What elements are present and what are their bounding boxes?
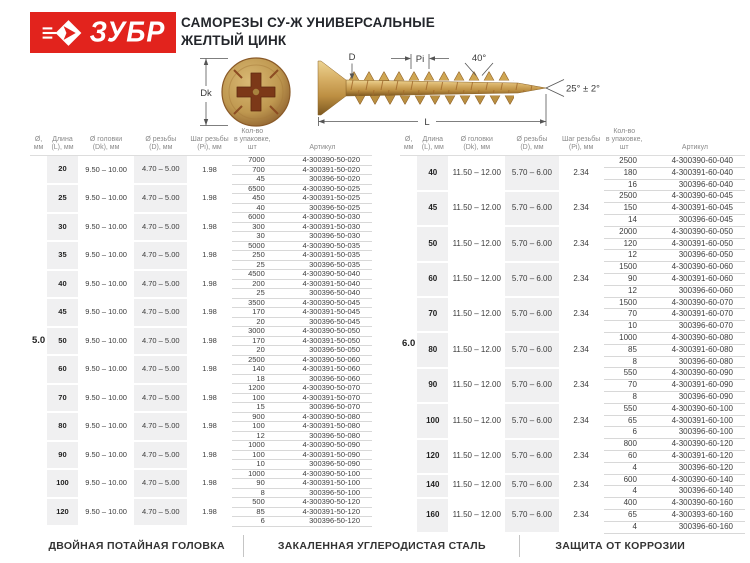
pack-quantity-cell: 6000	[232, 213, 273, 223]
head-diameter-cell: 9.50 – 10.00	[85, 421, 127, 430]
thread-pitch-cell: 1.98	[202, 392, 217, 402]
pack-quantity-cell: 2500	[604, 191, 645, 203]
head-diameter-cell: 9.50 – 10.00	[85, 335, 127, 345]
article-number-cell: 300396-50-120	[273, 517, 372, 527]
pack-quantity-cell: 800	[604, 439, 645, 451]
pack-quantity-cell: 100	[232, 393, 273, 403]
thread-diameter-cell: 5.70 – 6.00	[505, 226, 558, 261]
head-diameter-cell: 9.50 – 10.00	[85, 278, 127, 288]
head-diameter-cell: 9.50 – 10.00	[85, 364, 127, 373]
column-header: Шаг резьбы (Pi), мм	[559, 128, 604, 156]
length-cell: 120	[47, 498, 78, 527]
column-header: Длина (L), мм	[417, 128, 448, 156]
thread-diameter-cell: 4.70 – 5.00	[134, 384, 187, 413]
column-header: Шаг резьбы (Pi), мм	[187, 128, 231, 156]
pack-quantity-cell: 40	[232, 203, 273, 213]
brand-name: ЗУБР	[89, 16, 166, 48]
spec-row	[400, 439, 745, 451]
thread-diameter-cell: 5.70 – 6.00	[505, 191, 558, 226]
length-cell: 80	[417, 332, 448, 367]
length-cell: 90	[47, 441, 78, 470]
article-number-cell: 4-300391-60-060	[645, 273, 745, 285]
dk-label: Dk	[200, 88, 212, 99]
article-number-cell: 4-300390-60-120	[645, 439, 745, 451]
spec-row	[30, 384, 372, 394]
pack-quantity-cell: 65	[604, 509, 645, 521]
thread-pitch-cell: 1.98	[202, 193, 217, 202]
thread-pitch-cell: 2.34	[573, 238, 589, 248]
article-number-cell: 4-300390-50-070	[273, 384, 372, 394]
pack-quantity-cell: 500	[232, 498, 273, 508]
pack-quantity-cell: 85	[232, 507, 273, 517]
thread-diameter-cell: 4.70 – 5.00	[134, 327, 187, 356]
feature-double-countersunk-head	[30, 535, 243, 557]
pack-quantity-cell: 25	[232, 260, 273, 270]
length-cell: 20	[47, 156, 78, 185]
article-number-cell: 4-300390-60-040	[645, 156, 745, 168]
pack-quantity-cell: 1000	[604, 332, 645, 344]
article-number-cell: 300396-50-040	[273, 289, 372, 299]
column-header: Длина (L), мм	[47, 128, 78, 156]
article-number-cell: 4-300390-50-060	[273, 355, 372, 365]
article-number-cell: 300396-60-040	[645, 179, 745, 191]
pack-quantity-cell: 150	[604, 203, 645, 215]
length-cell: 50	[47, 327, 78, 356]
article-number-cell: 4-300391-50-040	[273, 279, 372, 289]
pack-quantity-cell: 1500	[604, 262, 645, 274]
article-number-cell: 300396-50-080	[273, 431, 372, 441]
pack-quantity-cell: 70	[604, 309, 645, 321]
pack-quantity-cell: 200	[232, 279, 273, 289]
article-number-cell: 4-300390-50-080	[273, 412, 372, 422]
thread-pitch-cell: 1.98	[202, 307, 217, 316]
feature-hardened-carbon-steel	[243, 535, 519, 557]
pack-quantity-cell: 8	[604, 391, 645, 403]
pack-quantity-cell: 180	[604, 167, 645, 179]
thread-diameter-cell: 4.70 – 5.00	[134, 213, 187, 242]
article-number-cell: 300396-50-090	[273, 460, 372, 470]
brand-logo	[30, 12, 176, 53]
head-diameter-cell: 9.50 – 10.00	[85, 506, 127, 516]
article-number-cell: 300396-60-100	[645, 427, 745, 439]
article-number-cell: 4-300390-60-160	[645, 498, 745, 510]
spec-row	[30, 270, 372, 280]
length-cell: 40	[417, 156, 448, 191]
thread-diameter-cell: 5.70 – 6.00	[505, 498, 558, 533]
length-cell: 30	[47, 213, 78, 242]
thread-pitch-cell: 1.98	[202, 478, 217, 487]
head-diameter-cell: 11.50 – 12.00	[452, 344, 501, 354]
length-cell: 60	[417, 262, 448, 297]
article-number-cell: 4-300390-60-045	[645, 191, 745, 203]
pack-quantity-cell: 12	[604, 285, 645, 297]
pack-quantity-cell: 7000	[232, 156, 273, 166]
length-cell: 25	[47, 184, 78, 213]
pack-quantity-cell: 20	[232, 346, 273, 356]
article-number-cell: 4-300391-50-035	[273, 251, 372, 261]
thread-diameter-cell: 5.70 – 6.00	[505, 403, 558, 438]
article-number-cell: 300396-60-045	[645, 214, 745, 226]
title-line-1: САМОРЕЗЫ СУ-Ж УНИВЕРСАЛЬНЫЕ	[181, 15, 435, 30]
spec-table-diameter-6	[400, 128, 745, 534]
article-number-cell: 4-300390-50-090	[273, 441, 372, 451]
angle-top-label: 40°	[471, 53, 487, 64]
head-diameter-cell: 9.50 – 10.00	[85, 250, 127, 259]
article-number-cell: 4-300390-50-035	[273, 241, 372, 251]
thread-diameter-cell: 5.70 – 6.00	[505, 439, 558, 474]
article-number-cell: 4-300391-50-045	[273, 308, 372, 318]
length-cell: 80	[47, 412, 78, 441]
article-number-cell: 4-300390-60-060	[645, 262, 745, 274]
spec-row	[30, 213, 372, 223]
thread-diameter-cell: 4.70 – 5.00	[134, 469, 187, 498]
pack-quantity-cell: 65	[604, 415, 645, 427]
article-number-cell: 4-300391-60-080	[645, 344, 745, 356]
spec-row	[30, 441, 372, 451]
thread-pitch-cell: 2.34	[573, 380, 589, 390]
article-number-cell: 300396-60-070	[645, 321, 745, 333]
article-number-cell: 300396-50-045	[273, 317, 372, 327]
head-diameter-cell: 11.50 – 12.00	[452, 415, 501, 425]
table-header-row	[400, 128, 745, 156]
article-number-cell: 4-300391-60-090	[645, 380, 745, 392]
screw-diagram	[178, 50, 608, 130]
article-number-cell: 4-300391-50-090	[273, 450, 372, 460]
article-number-cell: 300396-60-140	[645, 486, 745, 498]
features-bar	[30, 533, 720, 559]
spec-row	[400, 226, 745, 238]
pack-quantity-cell: 900	[232, 412, 273, 422]
pack-quantity-cell: 90	[232, 479, 273, 489]
article-number-cell: 300396-60-090	[645, 391, 745, 403]
article-number-cell: 4-300391-50-030	[273, 222, 372, 232]
article-number-cell: 4-300390-60-070	[645, 297, 745, 309]
article-number-cell: 4-300390-50-120	[273, 498, 372, 508]
pack-quantity-cell: 1000	[232, 441, 273, 451]
thread-pitch-cell: 2.34	[573, 509, 589, 519]
thread-pitch-cell: 1.98	[202, 164, 217, 174]
pack-quantity-cell: 90	[604, 273, 645, 285]
pi-label: Pi	[415, 54, 425, 65]
thread-diameter-cell: 4.70 – 5.00	[134, 498, 187, 527]
head-diameter-cell: 11.50 – 12.00	[452, 480, 501, 490]
thread-diameter-cell: 5.70 – 6.00	[505, 262, 558, 297]
length-cell: 120	[417, 439, 448, 474]
pack-quantity-cell: 20	[232, 317, 273, 327]
head-diameter-cell: 9.50 – 10.00	[85, 164, 127, 174]
pack-quantity-cell: 45	[232, 175, 273, 185]
column-header: Ø, мм	[30, 128, 47, 156]
pack-quantity-cell: 140	[232, 365, 273, 375]
length-cell: 70	[47, 384, 78, 413]
spec-row	[400, 332, 745, 344]
thread-pitch-cell: 2.34	[573, 203, 589, 213]
article-number-cell: 4-300391-50-100	[273, 479, 372, 489]
pack-quantity-cell: 6	[232, 517, 273, 527]
article-number-cell: 4-300390-60-080	[645, 332, 745, 344]
article-number-cell: 4-300390-50-045	[273, 298, 372, 308]
feature-label: ЗАЩИТА ОТ КОРРОЗИИ	[555, 540, 686, 552]
article-number-cell: 300396-50-020	[273, 175, 372, 185]
pack-quantity-cell: 10	[232, 460, 273, 470]
article-number-cell: 4-300390-60-050	[645, 226, 745, 238]
spec-row	[400, 474, 745, 486]
pack-quantity-cell: 2000	[604, 226, 645, 238]
pack-quantity-cell: 4	[604, 486, 645, 498]
pack-quantity-cell: 8	[232, 488, 273, 498]
article-number-cell: 300396-60-080	[645, 356, 745, 368]
column-header: Артикул	[645, 128, 745, 156]
head-diameter-cell: 11.50 – 12.00	[452, 168, 501, 178]
pack-quantity-cell: 1500	[604, 297, 645, 309]
head-diameter-cell: 11.50 – 12.00	[452, 203, 501, 213]
pack-quantity-cell: 15	[232, 403, 273, 413]
thread-pitch-cell: 2.34	[573, 450, 589, 460]
thread-pitch-cell: 2.34	[573, 415, 589, 425]
length-cell: 45	[417, 191, 448, 226]
pack-quantity-cell: 5000	[232, 241, 273, 251]
pack-quantity-cell: 170	[232, 308, 273, 318]
article-number-cell: 300396-50-035	[273, 260, 372, 270]
head-diameter-cell: 9.50 – 10.00	[85, 307, 127, 316]
spec-row	[30, 327, 372, 337]
article-number-cell: 4-300391-60-120	[645, 450, 745, 462]
article-number-cell: 4-300391-60-040	[645, 167, 745, 179]
pack-quantity-cell: 250	[232, 251, 273, 261]
thread-pitch-cell: 2.34	[573, 344, 589, 354]
brand-arrow-icon	[41, 18, 83, 48]
pack-quantity-cell: 18	[232, 374, 273, 384]
pack-quantity-cell: 1200	[232, 384, 273, 394]
page-title	[181, 14, 435, 49]
article-number-cell: 300396-60-120	[645, 462, 745, 474]
thread-pitch-cell: 2.34	[573, 273, 589, 283]
length-cell: 90	[417, 368, 448, 403]
head-diameter-cell: 11.50 – 12.00	[452, 238, 501, 248]
spec-row	[30, 156, 372, 166]
article-number-cell: 4-300390-60-090	[645, 368, 745, 380]
column-header: Ø, мм	[400, 128, 417, 156]
article-number-cell: 4-300391-50-120	[273, 507, 372, 517]
pack-quantity-cell: 30	[232, 232, 273, 242]
article-number-cell: 4-300390-60-140	[645, 474, 745, 486]
length-cell: 50	[417, 226, 448, 261]
diameter-cell: 5.0	[31, 334, 46, 346]
article-number-cell: 300396-60-060	[645, 285, 745, 297]
thread-pitch-cell: 1.98	[202, 364, 217, 373]
thread-pitch-cell: 1.98	[202, 250, 217, 259]
l-label: L	[424, 117, 430, 128]
thread-diameter-cell: 4.70 – 5.00	[134, 241, 187, 270]
head-diameter-cell: 11.50 – 12.00	[452, 273, 501, 283]
pack-quantity-cell: 8	[604, 356, 645, 368]
article-number-cell: 4-300391-50-060	[273, 365, 372, 375]
pack-quantity-cell: 1000	[232, 469, 273, 479]
article-number-cell: 4-300390-50-100	[273, 469, 372, 479]
spec-row	[400, 156, 745, 168]
article-number-cell: 4-300390-50-025	[273, 184, 372, 194]
thread-pitch-cell: 1.98	[202, 335, 217, 345]
pack-quantity-cell: 85	[604, 344, 645, 356]
spec-row	[400, 403, 745, 415]
pack-quantity-cell: 550	[604, 368, 645, 380]
pack-quantity-cell: 4500	[232, 270, 273, 280]
thread-diameter-cell: 4.70 – 5.00	[134, 156, 187, 185]
dimension-pi	[391, 54, 449, 69]
head-diameter-cell: 9.50 – 10.00	[85, 221, 127, 231]
article-number-cell: 300396-50-025	[273, 203, 372, 213]
thread-pitch-cell: 1.98	[202, 421, 217, 430]
pack-quantity-cell: 100	[232, 422, 273, 432]
thread-pitch-cell: 2.34	[573, 309, 589, 319]
pack-quantity-cell: 4	[604, 462, 645, 474]
thread-diameter-cell: 5.70 – 6.00	[505, 368, 558, 403]
head-diameter-cell: 9.50 – 10.00	[85, 193, 127, 202]
article-number-cell: 4-300391-60-045	[645, 203, 745, 215]
pack-quantity-cell: 3500	[232, 298, 273, 308]
article-number-cell: 4-300391-50-020	[273, 165, 372, 175]
article-number-cell: 4-300390-50-040	[273, 270, 372, 280]
head-diameter-cell: 11.50 – 12.00	[452, 380, 501, 390]
length-cell: 140	[417, 474, 448, 498]
thread-pitch-cell: 1.98	[202, 221, 217, 231]
thread-pitch-cell: 1.98	[202, 449, 217, 459]
length-cell: 160	[417, 498, 448, 533]
pack-quantity-cell: 25	[232, 289, 273, 299]
thread-pitch-cell: 1.98	[202, 506, 217, 516]
column-header: Ø головки (Dk), мм	[448, 128, 505, 156]
thread-diameter-cell: 5.70 – 6.00	[505, 297, 558, 332]
thread-diameter-cell: 4.70 – 5.00	[134, 270, 187, 299]
thread-diameter-cell: 4.70 – 5.00	[134, 355, 187, 384]
pack-quantity-cell: 3000	[232, 327, 273, 337]
spec-row	[30, 498, 372, 508]
pack-quantity-cell: 4	[604, 521, 645, 533]
spec-row	[400, 368, 745, 380]
pack-quantity-cell: 70	[604, 380, 645, 392]
length-cell: 45	[47, 298, 78, 327]
pack-quantity-cell: 12	[604, 250, 645, 262]
table-header-row	[30, 128, 372, 156]
spec-row	[400, 297, 745, 309]
article-number-cell: 300396-60-050	[645, 250, 745, 262]
pack-quantity-cell: 400	[604, 498, 645, 510]
pack-quantity-cell: 16	[604, 179, 645, 191]
pack-quantity-cell: 100	[232, 450, 273, 460]
thread-diameter-cell: 4.70 – 5.00	[134, 441, 187, 470]
article-number-cell: 4-300390-60-100	[645, 403, 745, 415]
spec-row	[400, 191, 745, 203]
thread-pitch-cell: 1.98	[202, 278, 217, 288]
feature-label: ЗАКАЛЕННАЯ УГЛЕРОДИСТАЯ СТАЛЬ	[277, 540, 486, 552]
article-number-cell: 4-300391-60-100	[645, 415, 745, 427]
spec-row	[400, 498, 745, 510]
diameter-cell: 6.0	[402, 338, 416, 350]
pack-quantity-cell: 550	[604, 403, 645, 415]
article-number-cell: 300396-50-100	[273, 488, 372, 498]
d-label: D	[348, 52, 356, 63]
length-cell: 60	[47, 355, 78, 384]
feature-corrosion-protection	[519, 535, 720, 557]
pack-quantity-cell: 14	[604, 214, 645, 226]
article-number-cell: 300396-50-050	[273, 346, 372, 356]
pack-quantity-cell: 6	[604, 427, 645, 439]
spec-row	[400, 262, 745, 274]
article-number-cell: 4-300391-50-050	[273, 336, 372, 346]
article-number-cell: 300396-60-160	[645, 521, 745, 533]
pack-quantity-cell: 12	[232, 431, 273, 441]
head-diameter-cell: 11.50 – 12.00	[452, 309, 501, 319]
length-cell: 70	[417, 297, 448, 332]
column-header: Ø резьбы (D), мм	[134, 128, 187, 156]
article-number-cell: 300396-50-060	[273, 374, 372, 384]
thread-diameter-cell: 5.70 – 6.00	[505, 474, 558, 498]
length-cell: 35	[47, 241, 78, 270]
length-cell: 100	[47, 469, 78, 498]
length-cell: 40	[47, 270, 78, 299]
article-number-cell: 4-300390-50-020	[273, 156, 372, 166]
article-number-cell: 300396-50-030	[273, 232, 372, 242]
thread-pitch-cell: 2.34	[573, 168, 589, 178]
screw-head-top-view	[222, 58, 290, 126]
article-number-cell: 4-300391-50-080	[273, 422, 372, 432]
spec-table-diameter-5	[30, 128, 372, 527]
article-number-cell: 4-300391-60-050	[645, 238, 745, 250]
length-cell: 100	[417, 403, 448, 438]
pack-quantity-cell: 6500	[232, 184, 273, 194]
article-number-cell: 4-300393-60-160	[645, 509, 745, 521]
thread-diameter-cell: 5.70 – 6.00	[505, 332, 558, 367]
title-line-2: ЖЕЛТЫЙ ЦИНК	[181, 32, 287, 48]
angle-tip-label: 25° ± 2°	[566, 83, 600, 95]
column-header: Ø резьбы (D), мм	[505, 128, 558, 156]
column-header: Артикул	[273, 128, 372, 156]
thread-pitch-cell: 2.34	[573, 480, 589, 490]
head-diameter-cell: 9.50 – 10.00	[85, 392, 127, 402]
pack-quantity-cell: 600	[604, 474, 645, 486]
thread-diameter-cell: 5.70 – 6.00	[505, 156, 558, 191]
column-header: Кол-во в упаковке, шт	[232, 128, 273, 156]
column-header: Ø головки (Dk), мм	[78, 128, 134, 156]
head-diameter-cell: 11.50 – 12.00	[452, 450, 501, 460]
head-diameter-cell: 9.50 – 10.00	[85, 449, 127, 459]
article-number-cell: 4-300391-50-025	[273, 194, 372, 204]
pack-quantity-cell: 300	[232, 222, 273, 232]
article-number-cell: 4-300390-50-050	[273, 327, 372, 337]
pack-quantity-cell: 120	[604, 238, 645, 250]
pack-quantity-cell: 60	[604, 450, 645, 462]
pack-quantity-cell: 2500	[232, 355, 273, 365]
article-number-cell: 4-300391-50-070	[273, 393, 372, 403]
pack-quantity-cell: 10	[604, 321, 645, 333]
article-number-cell: 300396-50-070	[273, 403, 372, 413]
thread-diameter-cell: 4.70 – 5.00	[134, 184, 187, 213]
head-diameter-cell: 11.50 – 12.00	[452, 509, 501, 519]
pack-quantity-cell: 170	[232, 336, 273, 346]
article-number-cell: 4-300391-60-070	[645, 309, 745, 321]
thread-diameter-cell: 4.70 – 5.00	[134, 412, 187, 441]
thread-diameter-cell: 4.70 – 5.00	[134, 298, 187, 327]
feature-label: ДВОЙНАЯ ПОТАЙНАЯ ГОЛОВКА	[48, 540, 225, 552]
pack-quantity-cell: 450	[232, 194, 273, 204]
pack-quantity-cell: 700	[232, 165, 273, 175]
article-number-cell: 4-300390-50-030	[273, 213, 372, 223]
dimension-25deg	[546, 80, 600, 97]
head-diameter-cell: 9.50 – 10.00	[85, 478, 127, 487]
pack-quantity-cell: 2500	[604, 156, 645, 168]
column-header: Кол-во в упаковке, шт	[604, 128, 645, 156]
